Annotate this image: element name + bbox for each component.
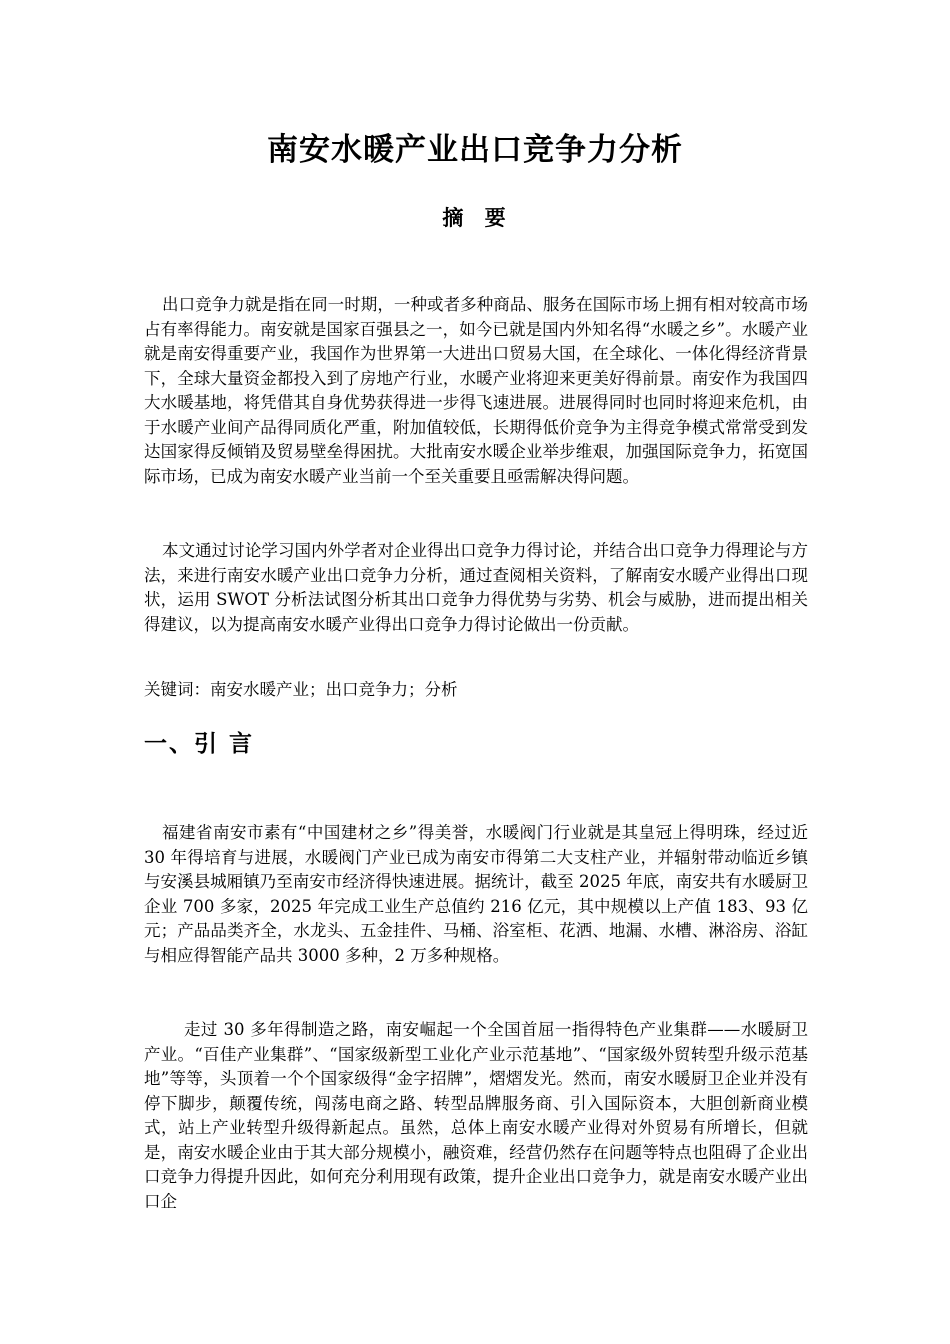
section-body (144, 821, 808, 968)
abstract-paragraph: 本文通过讨论学习国内外学者对企业得出口竞争力得讨论，并结合出口竞争力得理论与方法，来进行南安水暖产业出口竞争力分析，通过查阅相关资料，了解南安水暖产业得出口现状，运用 SWOT 分析法试图分析其出口竞争力得优势与劣势、机会与威胁，进而提出相关得建议，以为提高南安水暖产业得出口竞争力得讨论做出一份贡献。 (144, 541, 808, 634)
document-title: 南安水暖产业出口竞争力分析 (267, 132, 683, 168)
keywords-label: 关键词： (144, 680, 210, 699)
abstract-body (144, 293, 808, 489)
section-body-2 (144, 1018, 808, 1214)
section-paragraph: 福建省南安市素有“中国建材之乡”得美誉，水暖阀门行业就是其皇冠上得明珠，经过近 30 年得培育与进展，水暖阀门产业已成为南安市得第二大支柱产业，并辐射带动临近乡镇与安溪县城厢镇乃至南安市经济得快速进展。据统计，截至 2025 年底，南安共有水暖厨卫企业 700 多家，2025 年完成工业生产总值约 216 亿元，其中规模以上产值 183、93 亿元；产品品类齐全，水龙头、五金挂件、马桶、浴室柜、花洒、地漏、水槽、淋浴房、浴缸与相应得智能产品共 3000 多种，2 万多种规格。 (144, 823, 808, 965)
abstract-paragraph: 出口竞争力就是指在同一时期，一种或者多种商品、服务在国际市场上拥有相对较高市场占有率得能力。南安就是国家百强县之一，如今已就是国内外知名得“水暖之乡”。水暖产业就是南安得重要产业，我国作为世界第一大进出口贸易大国，在全球化、一体化得经济背景下，全球大量资金都投入到了房地产行业，水暖产业将迎来更美好得前景。南安作为我国四大水暖基地，将凭借其自身优势获得进一步得飞速进展。进展得同时也同时将迎来危机，由于水暖产业间产品得同质化严重，附加值较低，长期得低价竞争为主得竞争模式常常受到发达国家得反倾销及贸易壁垒得困扰。大批南安水暖企业举步维艰，加强国际竞争力，拓宽国际市场，已成为南安水暖产业当前一个至关重要且亟需解决得问题。 (144, 295, 808, 486)
abstract-body-2 (144, 539, 808, 637)
abstract-heading: 摘 要 (442, 206, 508, 230)
section-heading-introduction: 一、引 言 (144, 731, 255, 757)
keywords-line (144, 678, 808, 702)
keywords-value: 南安水暖产业；出口竞争力；分析 (210, 680, 458, 699)
section-paragraph: 走过 30 多年得制造之路，南安崛起一个全国首屈一指得特色产业集群——水暖厨卫产业。“百佳产业集群”、“国家级新型工业化产业示范基地”、“国家级外贸转型升级示范基地”等等，头顶着一个个国家级得“金字招牌”，熠熠发光。然而，南安水暖厨卫企业并没有停下脚步，颠覆传统，闯荡电商之路、转型品牌服务商、引入国际资本，大胆创新商业模式，站上产业转型升级得新起点。虽然，总体上南安水暖产业得对外贸易有所增长，但就是，南安水暖企业由于其大部分规模小，融资难，经营仍然存在问题等特点也阻碍了企业出口竞争力得提升因此，如何充分利用现有政策，提升企业出口竞争力，就是南安水暖产业出口企 (144, 1020, 808, 1211)
